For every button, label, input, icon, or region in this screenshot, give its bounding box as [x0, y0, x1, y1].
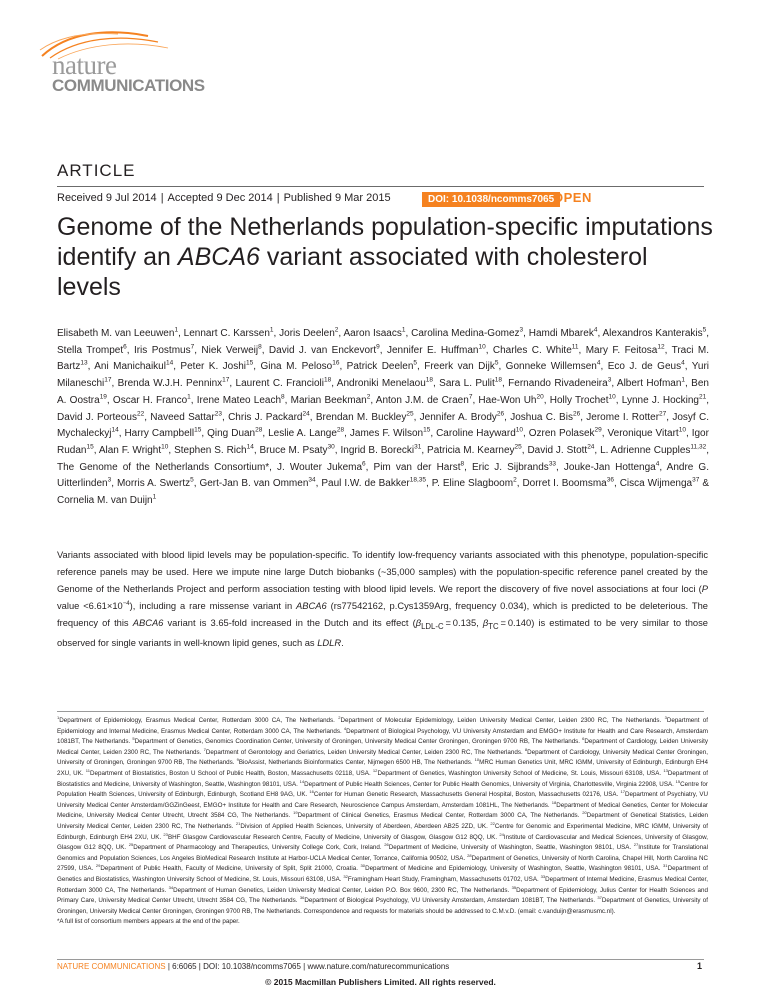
footer-citation-text: | 6:6065 | DOI: 10.1038/ncomms7065 | www.nature.com/naturecommunications	[165, 962, 450, 971]
received-date: Received 9 Jul 2014	[57, 192, 157, 204]
affiliations: $^1$Department of Epidemiology, Erasmus Medical Center, Rotterdam 3000 CA, The Netherlands. $^2$Department of Molecular Epidemiology, Leiden University Medical Center, Leiden 2300 RC, The Netherlands. $^3$Department of Epidemiology and Internal Medicine, Erasmus Medical Center, Rotterdam 3000 CA, The Netherlands. $^4$Department of Biological Psychology, VU University Amsterdam and EMGO+ Institute for Health and Care Research, Amsterdam 1081BT, The Netherlands. $^5$Department of Genetics, Genomics Coordination Center, University of Groningen, University Medical Center Groningen, Groningen 9700 RB, The Netherlands. $^6$Department of Cardiology, Leiden University Medical Center, Leiden 2300 RC, The Netherlands. $^7$Department of Gerontology and Geriatrics, Leiden University Medical Center, Leiden 2300 RC, The Netherlands. $^8$Department of Cardiology, University Medical Center Groningen, University of Groningen, Groningen 9700 RB, The Netherlands. $^9$BioAssist, Netherlands Bioinformatics Center, Nijmegen 6500 HB, The Netherlands. $^{10}$MRC Human Genetics Unit, MRC IGMM, University of Edinburgh, Edinburgh EH4 2XU, UK. $^{11}$Department of Biostatistics, Boston U School of Public Health, Boston, Massachusetts 02118, USA. $^{12}$Department of Genetics, Washington University School of Medicine, St. Louis, Missouri 63108, USA. $^{13}$Department of Biostatistics and Medicine, University of Washington, Seattle, Washington 98101, USA. $^{14}$Department of Public Health Sciences, Center for Public Health Genomics, University of Virginia, Charlottesville, Virginia 22908, USA. $^{15}$Centre for Population Health Sciences, University of Edinburgh, Edinburgh, Scotland EH8 9AG, UK. $^{16}$Center for Human Genetic Research, Massachusetts General Hospital, Boston, Massachusetts 02176, USA. $^{17}$Department of Psychiatry, VU University Medical Center Amsterdam/GGZinGeest, EMGO+ Institute for Health and Care Research, Neuroscience Campus Amsterdam, Amsterdam 1081HL, The Netherlands. $^{18}$Department of Medical Genetics, Center for Molecular Medicine, University Medical Center Utrecht, Utrecht 3584 CG, The Netherlands. $^{19}$Department of Clinical Genetics, Erasmus Medical Center, Rotterdam 3000 CA, The Netherlands. $^{20}$Department of Genetical Statistics, Leiden University Medical Center, Leiden 2300 RC, The Netherlands. $^{21}$Division of Applied Health Sciences, University of Aberdeen, Aberdeen AB25 2ZD, UK. $^{22}$Centre for Genomic and Experimental Medicine, MRC IGMM, University of Edinburgh, Edinburgh EH4 2XU, UK. $^{23}$BHF Glasgow Cardiovascular Research Centre, Faculty of Medicine, University of Glasgow, Glasgow G12 8QQ, UK. $^{24}$Institute of Cardiovascular and Medical Sciences, University of Glasgow, Glasgow G12 8QQ, UK. $^{25}$Department of Pharmacology and Therapeutics, University College Cork, Cork, Ireland. $^{26}$Department of Medicine, University of Washington, Seattle, Washington 98101, USA. $^{27}$Institute for Translational Genomics and Population Sciences, Los Angeles BioMedical Research Institute at Harbor-UCLA Medical Center, Torrance, California 90502, USA. $^{28}$Department of Genetics, University of North Carolina, Chapel Hill, North Carolina NC 27599, USA. $^{29}$Department of Public Health, Faculty of Medicine, University of Split, Split 21000, Croatia. $^{30}$Department of Medicine and Epidemiology, University of Washington, Seattle, Washington 98101, USA. $^{31}$Department of Genetics and Biostatistics, Washington University School of Medicine, St. Louis, Missouri 63108, USA. $^{32}$Framingham Heart Study, Framingham, Massachusetts 01702, USA. $^{33}$Department of Internal Medicine, Erasmus Medical Center, Rotterdam 3000 CA, The Netherlands. $^{34}$Department of Human Genetics, Leiden University Medical Center, Leiden P.O. Box 9600, 2300 RC, The Netherlands. $^{35}$Department of Epidemiology, Julius Center for Health Sciences and Primary Care, University Medical Center Utrecht, Utrecht 3584 CG, The Netherlands. $^{36}$Department of Biological Psychology, VU University Amsterdam, Amsterdam 1081BT, The Netherlands. $^{37}$Department of Genetics, University of Groningen, University Medical Center Groningen, Groningen 9700 RB, The Netherlands. Correspondence and requests for materials should be addressed to C.M.v.D. (email: c.vanduijn@erasmusmc.nl). *A full list of consortium members appears at the end of the paper.	[57, 714, 709, 926]
accepted-date: Accepted 9 Dec 2014	[167, 192, 273, 204]
title-part-1: Genome of the Netherlands population-specific imputations identify an	[57, 213, 713, 271]
abstract: Variants associated with blood lipid levels may be population-specific. To identify low-frequency variants associated with this phenotype, population-specific reference panels may be used. Here we impute nine large Dutch biobanks (~35,000 samples) with the population-specific reference panel created by the Genome of the Netherlands Project and perform association testing with blood lipid levels. We report the discovery of five novel associations at four loci (P value $<6.61\times 10^{-4}$), including a rare missense variant in ABCA6 (rs77542162, p.Cys1359Arg, frequency 0.034), which is predicted to be deleterious. The frequency of this ABCA6 variant is 3.65-fold increased in the Dutch and its effect ($\beta_{LDL-C} = 0.135$, $\beta_{TC} = 0.140$) is estimated to be very similar to those observed for single variants in well-known lipid genes, such as LDLR.	[57, 550, 708, 648]
footer-divider	[57, 959, 704, 960]
publication-dates	[57, 192, 391, 204]
published-date: Published 9 Mar 2015	[283, 192, 391, 204]
article-title	[57, 212, 717, 302]
footer-citation	[57, 962, 449, 971]
date-separator: |	[276, 192, 280, 204]
footer-journal-name: NATURE COMMUNICATIONS	[57, 962, 166, 971]
date-separator: |	[160, 192, 164, 204]
logo-communications-text: COMMUNICATIONS	[52, 76, 205, 95]
open-access-label: OPEN	[553, 190, 592, 205]
affiliations-divider	[57, 711, 704, 712]
article-type-label: ARTICLE	[57, 161, 136, 180]
logo-nature-text: nature	[52, 50, 117, 80]
title-gene: ABCA6	[177, 243, 260, 271]
page-number: 1	[697, 961, 703, 971]
title-part-2: variant associated with cholesterol levels	[57, 243, 648, 301]
header-divider	[57, 186, 704, 187]
doi-badge[interactable]: DOI: 10.1038/ncomms7065	[422, 192, 560, 207]
author-list: Elisabeth M. van Leeuwen$^1$, Lennart C. Karssen$^1$, Joris Deelen$^2$, Aaron Isaacs$^1$, Carolina Medina-Gomez$^3$, Hamdi Mbarek$^4$, Alexandros Kanterakis$^5$, Stella Trompet$^6$, Iris Postmus$^7$, Niek Verweij$^8$, David J. van Enckevort$^9$, Jennifer E. Huffman$^{10}$, Charles C. White$^{11}$, Mary F. Feitosa$^{12}$, Traci M. Bartz$^{13}$, Ani Manichaikul$^{14}$, Peter K. Joshi$^{15}$, Gina M. Peloso$^{16}$, Patrick Deelen$^5$, Freerk van Dijk$^5$, Gonneke Willemsen$^4$, Eco J. de Geus$^4$, Yuri Milaneschi$^{17}$, Brenda W.J.H. Penninx$^{17}$, Laurent C. Francioli$^{18}$, Androniki Menelaou$^{18}$, Sara L. Pulit$^{18}$, Fernando Rivadeneira$^3$, Albert Hofman$^1$, Ben A. Oostra$^{19}$, Oscar H. Franco$^1$, Irene Mateo Leach$^8$, Marian Beekman$^2$, Anton J.M. de Craen$^7$, Hae-Won Uh$^{20}$, Holly Trochet$^{10}$, Lynne J. Hocking$^{21}$, David J. Porteous$^{22}$, Naveed Sattar$^{23}$, Chris J. Packard$^{24}$, Brendan M. Buckley$^{25}$, Jennifer A. Brody$^{26}$, Joshua C. Bis$^{26}$, Jerome I. Rotter$^{27}$, Josyf C. Mychaleckyj$^{14}$, Harry Campbell$^{15}$, Qing Duan$^{28}$, Leslie A. Lange$^{28}$, James F. Wilson$^{15}$, Caroline Hayward$^{10}$, Ozren Polasek$^{29}$, Veronique Vitart$^{10}$, Igor Rudan$^{15}$, Alan F. Wright$^{10}$, Stephen S. Rich$^{14}$, Bruce M. Psaty$^{30}$, Ingrid B. Borecki$^{31}$, Patricia M. Kearney$^{25}$, David J. Stott$^{24}$, L. Adrienne Cupples$^{11,32}$, The Genome of the Netherlands Consortium*, J. Wouter Jukema$^6$, Pim van der Harst$^8$, Eric J. Sijbrands$^{33}$, Jouke-Jan Hottenga$^4$, Andre G. Uitterlinden$^3$, Morris A. Swertz$^5$, Gert-Jan B. van Ommen$^{34}$, Paul I.W. de Bakker$^{18,35}$, P. Eline Slagboom$^2$, Dorret I. Boomsma$^{36}$, Cisca Wijmenga$^{37}$ & Cornelia M. van Duijn$^1$	[57, 326, 710, 507]
journal-logo	[38, 30, 238, 100]
copyright-notice: © 2015 Macmillan Publishers Limited. All rights reserved.	[265, 977, 496, 987]
